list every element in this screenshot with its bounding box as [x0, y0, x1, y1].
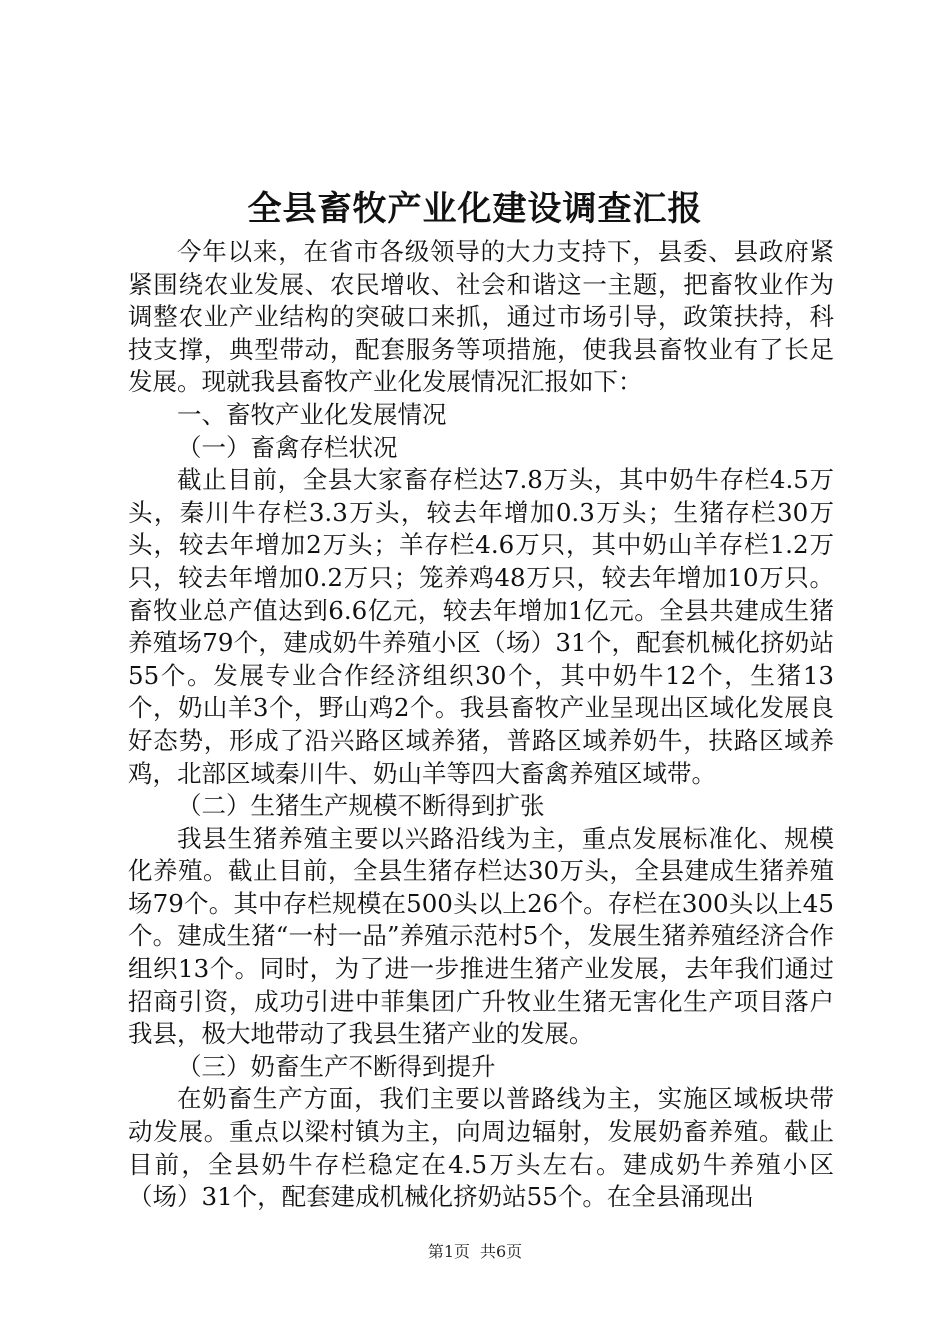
document-body: [128, 236, 834, 1214]
livestock-paragraph: 截止目前，全县大家畜存栏达7.8万头，其中奶牛存栏4.5万头，秦川牛存栏3.3万头，较去年增加0.3万头；生猪存栏30万头，较去年增加2万头；羊存栏4.6万只，其中奶山羊存栏1.2万只，较去年增加0.2万只；笼养鸡48万只，较去年增加10万只。畜牧业总产值达到6.6亿元，较去年增加1亿元。全县共建成生猪养殖场79个，建成奶牛养殖小区（场）31个，配套机械化挤奶站55个。发展专业合作经济组织30个，其中奶牛12个，生猪13个，奶山羊3个，野山鸡2个。我县畜牧产业呈现出区域化发展良好态势，形成了沿兴路区域养猪，普路区域养奶牛，扶路区域养鸡，北部区域秦川牛、奶山羊等四大畜禽养殖区域带。: [128, 465, 834, 788]
page-number: 第1页: [427, 1242, 470, 1261]
subsection-heading-2: （二）生猪生产规模不断得到扩张: [177, 791, 545, 821]
intro-paragraph: 今年以来，在省市各级领导的大力支持下，县委、县政府紧紧围绕农业发展、农民增收、社会和谐这一主题，把畜牧业作为调整农业产业结构的突破口来抓，通过市场引导，政策扶持，科技支撑，典型带动，配套服务等项措施，使我县畜牧业有了长足发展。现就我县畜牧产业化发展情况汇报如下：: [128, 237, 834, 397]
section-heading-1: 一、畜牧产业化发展情况: [177, 399, 447, 429]
subsection-heading-1: （一）畜禽存栏状况: [177, 432, 398, 462]
pig-paragraph: 我县生猪养殖主要以兴路沿线为主，重点发展标准化、规模化养殖。截止目前，全县生猪存栏达30万头，全县建成生猪养殖场79个。其中存栏规模在500头以上26个。存栏在300头以上45个。建成生猪“一村一品”养殖示范村5个，发展生猪养殖经济合作组织13个。同时，为了进一步推进生猪产业发展，去年我们通过招商引资，成功引进中菲集团广升牧业生猪无害化生产项目落户我县，极大地带动了我县生猪产业的发展。: [128, 823, 834, 1049]
page-footer: [0, 1240, 950, 1264]
page-total: 共6页: [480, 1242, 523, 1261]
document-title: 全县畜牧产业化建设调查汇报: [247, 189, 703, 229]
subsection-heading-3: （三）奶畜生产不断得到提升: [177, 1051, 496, 1081]
dairy-paragraph: 在奶畜生产方面，我们主要以普路线为主，实施区域板块带动发展。重点以梁村镇为主，向周边辐射，发展奶畜养殖。截止目前，全县奶牛存栏稳定在4.5万头左右。建成奶牛养殖小区（场）31个，配套建成机械化挤奶站55个。在全县涌现出: [128, 1084, 834, 1212]
